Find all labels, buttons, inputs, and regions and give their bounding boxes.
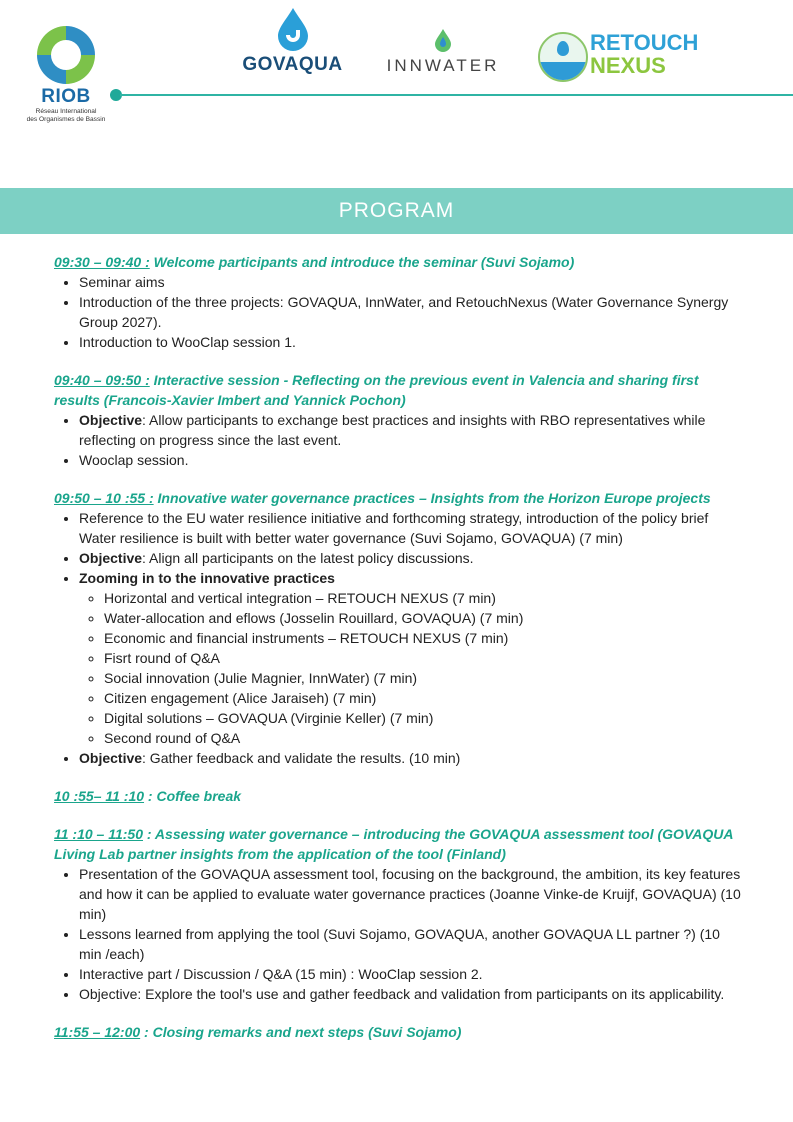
agenda-title: Interactive session - Reflecting on the previous event in Valencia and sharing first results (Francois-Xavier Imbert and Yannick Pochon)	[54, 372, 699, 408]
list-item: • Introduction to WooClap session 1.	[79, 332, 744, 352]
list-item: • Objective: Align all participants on the latest policy discussions.	[79, 548, 744, 568]
riob-logo	[18, 26, 114, 123]
agenda-section-2	[54, 370, 744, 470]
sub-list-item: ◦ Water-allocation and eflows (Josselin Rouillard, GOVAQUA) (7 min)	[104, 608, 744, 628]
agenda-section-1	[54, 252, 744, 352]
list-item: • Seminar aims	[79, 272, 744, 292]
agenda-title: : Assessing water governance – introducing the GOVAQUA assessment tool (GOVAQUA Living Lab partner insights from the application of the tool (Finland)	[54, 826, 733, 862]
agenda-section-3	[54, 488, 744, 768]
agenda-section-4	[54, 786, 744, 806]
agenda-heading	[54, 370, 744, 410]
riob-emblem-icon	[37, 26, 95, 84]
innwater-name: INNWATER	[386, 56, 500, 75]
agenda-section-6	[54, 1022, 744, 1042]
list-item: • Objective: Explore the tool's use and gather feedback and validation from participants on its applicability.	[79, 984, 744, 1004]
list-item: • Wooclap session.	[79, 450, 744, 470]
list-item: • Objective: Gather feedback and validate the results. (10 min)	[79, 748, 744, 768]
govaqua-logo	[240, 6, 345, 76]
agenda-heading	[54, 824, 744, 864]
riob-subtitle-1: Réseau International	[35, 108, 97, 115]
agenda-title: Welcome participants and introduce the seminar (Suvi Sojamo)	[149, 254, 575, 270]
sub-list-item: ◦ Fisrt round of Q&A	[104, 648, 744, 668]
agenda-heading	[54, 786, 744, 806]
list-item: • Reference to the EU water resilience initiative and forthcoming strategy, introduction of the policy brief Water resilience is built with better water governance (Suvi Sojamo, GOVAQUA) (7 min)	[79, 508, 744, 548]
program-banner	[0, 188, 793, 234]
agenda-heading	[54, 488, 744, 508]
innwater-logo	[384, 28, 502, 76]
agenda-heading	[54, 252, 744, 272]
list-item: • Lessons learned from applying the tool (Suvi Sojamo, GOVAQUA, another GOVAQUA LL partner ?) (10 min /each)	[79, 924, 744, 964]
sub-list-item: ◦ Digital solutions – GOVAQUA (Virginie Keller) (7 min)	[104, 708, 744, 728]
riob-name: RIOB	[41, 86, 91, 107]
agenda-time: 09:40 – 09:50 :	[54, 372, 150, 388]
agenda-section-5	[54, 824, 744, 1004]
program-title: PROGRAM	[338, 199, 455, 222]
agenda-heading	[54, 1022, 744, 1042]
list-item: • Interactive part / Discussion / Q&A (15 min) : WooClap session 2.	[79, 964, 744, 984]
riob-subtitle-2: des Organismes de Bassin	[26, 115, 106, 123]
innwater-drop-icon	[433, 28, 453, 52]
list-item: • Zooming in to the innovative practices ◦ Horizontal and vertical integration – RETOUCH NEXUS (7 min) ◦ Water-allocation and eflows (Josselin Rouillard, GOVAQUA) (7 min) ◦ Economic and financial instruments – RETOUCH NEXUS (7 min) ◦ Fisrt round of Q&A ◦ Social innovation (Julie Magnier, InnWater) (7 min) ◦ Citizen engagement (Alice Jaraiseh) (7 min) ◦ Digital solutions – GOVAQUA (Virginie Keller) (7 min) ◦ Second round of Q&A	[79, 568, 744, 748]
agenda-title: : Coffee break	[144, 788, 242, 804]
sub-list-item: ◦ Social innovation (Julie Magnier, InnWater) (7 min)	[104, 668, 744, 688]
sub-list-item: ◦ Second round of Q&A	[104, 728, 744, 748]
list-item: • Introduction of the three projects: GOVAQUA, InnWater, and RetouchNexus (Water Governance Synergy Group 2027).	[79, 292, 744, 332]
program-body	[54, 252, 744, 1060]
retouch-line2: NEXUS	[590, 53, 666, 78]
list-item: • Presentation of the GOVAQUA assessment tool, focusing on the background, the ambition, its key features and how it can be applied to evaluate water governance practices (Joanne Vinke-de Kruijf, GOVAQUA) (10 min)	[79, 864, 744, 924]
govaqua-name: GOVAQUA	[242, 54, 343, 75]
agenda-time: 11:55 – 12:00	[54, 1024, 141, 1040]
agenda-time: 10 :55– 11 :10	[54, 788, 145, 804]
sub-list-item: ◦ Economic and financial instruments – RETOUCH NEXUS (7 min)	[104, 628, 744, 648]
sub-list	[79, 588, 744, 748]
govaqua-drop-icon	[274, 6, 312, 52]
agenda-title: : Closing remarks and next steps (Suvi Sojamo)	[140, 1024, 462, 1040]
agenda-time: 11 :10 – 11:50	[54, 826, 143, 842]
agenda-title: Innovative water governance practices – Insights from the Horizon Europe projects	[153, 490, 711, 506]
retouch-line1: RETOUCH	[590, 30, 699, 55]
header-divider	[120, 94, 793, 96]
agenda-time: 09:50 – 10 :55 :	[54, 490, 154, 506]
retouch-emblem-icon	[538, 32, 588, 82]
list-item: • Objective: Allow participants to exchange best practices and insights with RBO representatives while reflecting on progress since the last event.	[79, 410, 744, 450]
agenda-time: 09:30 – 09:40 :	[54, 254, 150, 270]
sub-list-item: ◦ Citizen engagement (Alice Jaraiseh) (7 min)	[104, 688, 744, 708]
sub-list-item: ◦ Horizontal and vertical integration – RETOUCH NEXUS (7 min)	[104, 588, 744, 608]
